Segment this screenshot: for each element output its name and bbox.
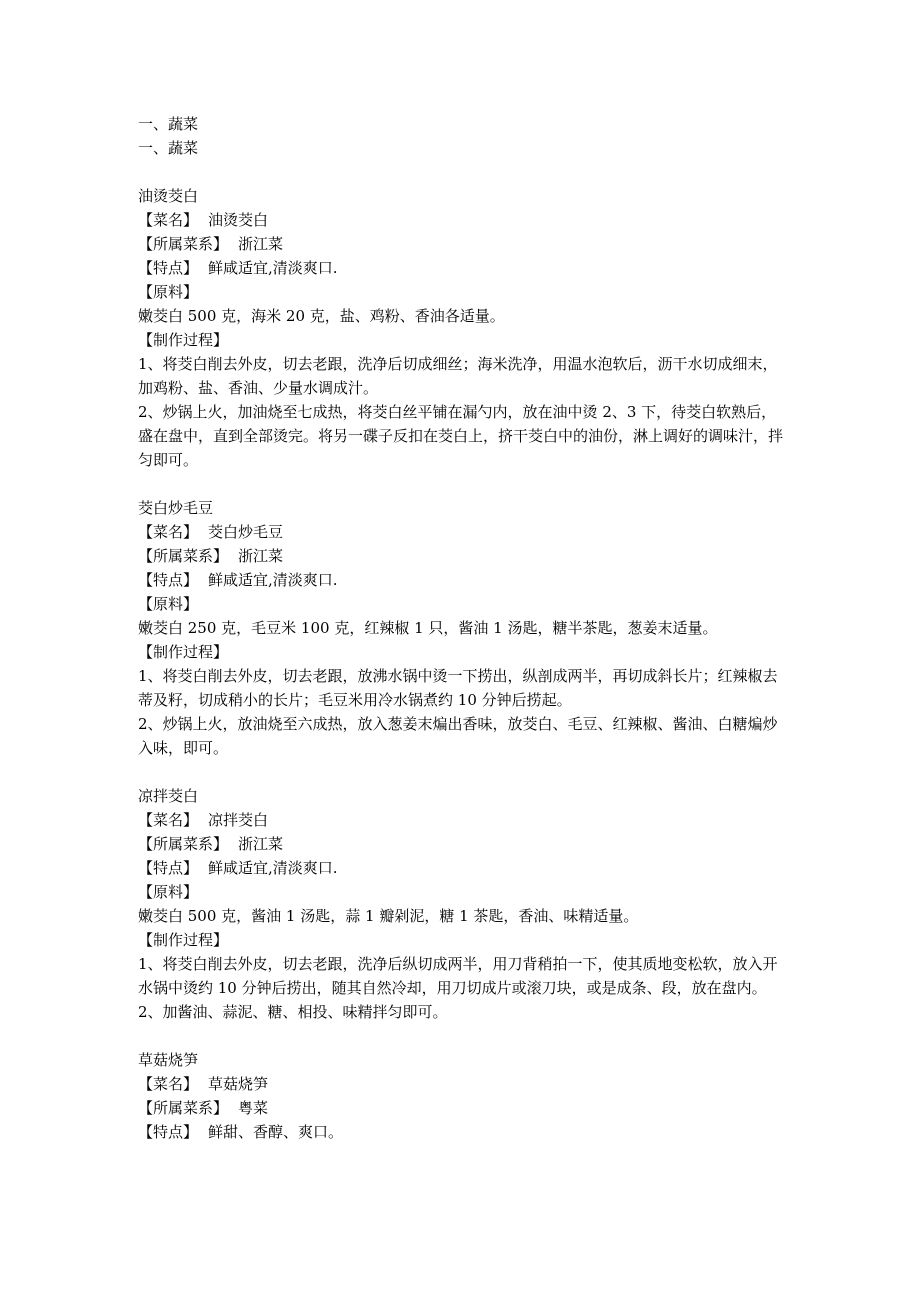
- recipe-name: 油烫茭白: [208, 211, 269, 229]
- cuisine-label: 【所属菜系】: [138, 835, 229, 853]
- recipe-feature-line: [138, 256, 788, 280]
- recipe-cuisine: 浙江菜: [238, 547, 284, 565]
- ingredients-label: 【原料】: [138, 595, 199, 613]
- recipe-feature-line: [138, 856, 788, 880]
- recipe-name-line: [138, 1072, 788, 1096]
- recipe-name: 凉拌茭白: [208, 811, 269, 829]
- blank-line: [138, 760, 788, 784]
- recipe-block: [138, 1048, 788, 1144]
- recipe-step: 2、加酱油、蒜泥、糖、相投、味精拌匀即可。: [138, 1003, 448, 1021]
- ingredients-label: 【原料】: [138, 883, 199, 901]
- recipe-feature-line: [138, 568, 788, 592]
- recipe-cuisine-line: [138, 544, 788, 568]
- section-heading-repeat: 一、蔬菜: [138, 139, 199, 157]
- recipe-cuisine: 粤菜: [238, 1099, 269, 1117]
- process-label: 【制作过程】: [138, 643, 229, 661]
- process-label: 【制作过程】: [138, 331, 229, 349]
- cuisine-label: 【所属菜系】: [138, 547, 229, 565]
- recipe-cuisine-line: [138, 832, 788, 856]
- feature-label: 【特点】: [138, 1123, 199, 1141]
- recipe-step: 1、将茭白削去外皮，切去老跟，放沸水锅中烫一下捞出，纵剖成两半，再切成斜长片；红辣椒去蒂及籽，切成稍小的长片；毛豆米用冷水锅煮约 10 分钟后捞起。: [138, 667, 778, 709]
- recipe-feature-line: [138, 1120, 788, 1144]
- blank-line: [138, 1024, 788, 1048]
- cuisine-label: 【所属菜系】: [138, 1099, 229, 1117]
- recipe-ingredients: 嫩茭白 500 克，海米 20 克，盐、鸡粉、香油各适量。: [138, 307, 505, 325]
- recipe-ingredients: 嫩茭白 500 克，酱油 1 汤匙，蒜 1 瓣剁泥，糖 1 茶匙，香油、味精适量。: [138, 907, 639, 925]
- ingredients-label: 【原料】: [138, 283, 199, 301]
- recipe-cuisine-line: [138, 1096, 788, 1120]
- recipe-step: 2、炒锅上火，放油烧至六成热，放入葱姜末煸出香味，放茭白、毛豆、红辣椒、酱油、白糖煸炒入味，即可。: [138, 715, 778, 757]
- recipe-cuisine: 浙江菜: [238, 835, 284, 853]
- recipe-name: 茭白炒毛豆: [208, 523, 284, 541]
- feature-label: 【特点】: [138, 859, 199, 877]
- process-label: 【制作过程】: [138, 931, 229, 949]
- recipe-feature: 鲜咸适宜,清淡爽口.: [208, 259, 338, 277]
- recipe-title: 油烫茭白: [138, 187, 199, 205]
- recipe-block: [138, 784, 788, 1024]
- section-heading: 一、蔬菜: [138, 115, 199, 133]
- recipe-block: [138, 496, 788, 760]
- name-label: 【菜名】: [138, 523, 199, 541]
- document-page: [138, 112, 788, 1144]
- recipe-name-line: [138, 520, 788, 544]
- recipe-name-line: [138, 208, 788, 232]
- name-label: 【菜名】: [138, 811, 199, 829]
- cuisine-label: 【所属菜系】: [138, 235, 229, 253]
- name-label: 【菜名】: [138, 1075, 199, 1093]
- recipe-step: 2、炒锅上火，加油烧至七成热，将茭白丝平铺在漏勺内，放在油中烫 2、3 下，待茭白软熟后，盛在盘中，直到全部烫完。将另一碟子反扣在茭白上，挤干茭白中的油份，淋上调好的调味汁，拌匀即可。: [138, 403, 784, 469]
- recipe-block: [138, 184, 788, 472]
- recipe-cuisine: 浙江菜: [238, 235, 284, 253]
- feature-label: 【特点】: [138, 571, 199, 589]
- recipe-title: 茭白炒毛豆: [138, 499, 214, 517]
- recipe-feature: 鲜咸适宜,清淡爽口.: [208, 571, 338, 589]
- name-label: 【菜名】: [138, 211, 199, 229]
- recipe-feature: 鲜咸适宜,清淡爽口.: [208, 859, 338, 877]
- recipe-cuisine-line: [138, 232, 788, 256]
- feature-label: 【特点】: [138, 259, 199, 277]
- recipe-step: 1、将茭白削去外皮，切去老跟，洗净后切成细丝；海米洗净，用温水泡软后，沥干水切成细末，加鸡粉、盐、香油、少量水调成汁。: [138, 355, 778, 397]
- recipe-ingredients: 嫩茭白 250 克，毛豆米 100 克，红辣椒 1 只，酱油 1 汤匙，糖半茶匙，葱姜末适量。: [138, 619, 718, 637]
- recipe-name-line: [138, 808, 788, 832]
- blank-line: [138, 160, 788, 184]
- recipe-title: 凉拌茭白: [138, 787, 199, 805]
- recipe-step: 1、将茭白削去外皮，切去老跟，洗净后纵切成两半，用刀背稍拍一下，使其质地变松软，放入开水锅中烫约 10 分钟后捞出，随其自然冷却，用刀切成片或滚刀块，或是成条、段，放在盘内。: [138, 955, 778, 997]
- recipe-feature: 鲜甜、香醇、爽口。: [208, 1123, 344, 1141]
- recipe-name: 草菇烧笋: [208, 1075, 269, 1093]
- recipe-title: 草菇烧笋: [138, 1051, 199, 1069]
- blank-line: [138, 472, 788, 496]
